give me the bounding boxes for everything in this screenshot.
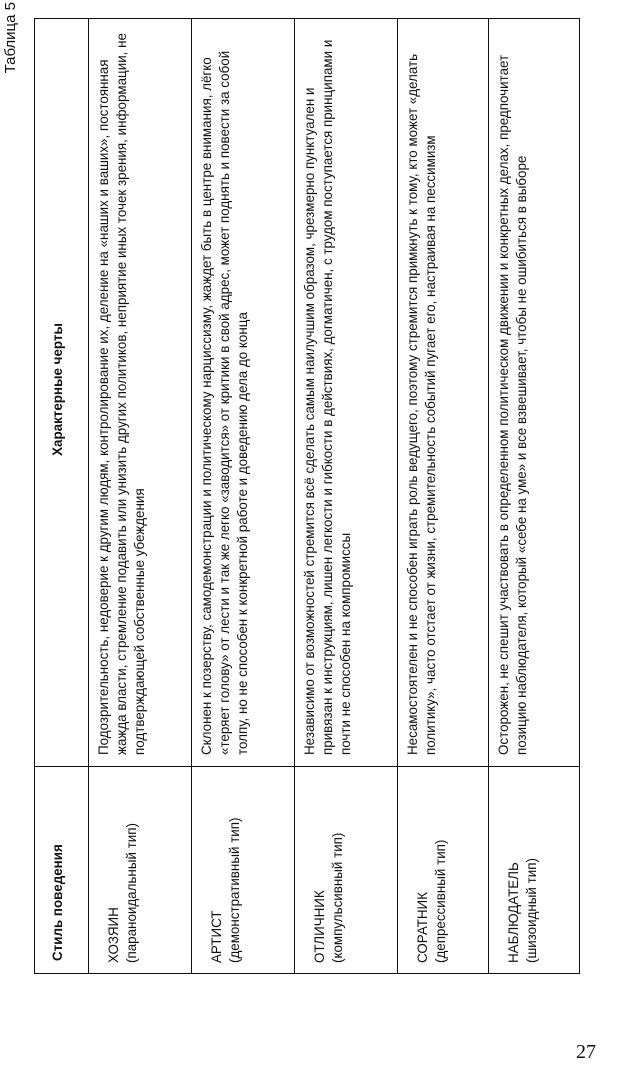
table-row <box>89 19 192 974</box>
style-name: ХОЗЯИН <box>106 907 121 963</box>
table-header-row <box>35 19 89 974</box>
table-row <box>295 19 398 974</box>
style-type: (демонстративный тип) <box>226 817 242 963</box>
style-type: (депрессивный тип) <box>432 839 448 963</box>
style-name: СОРАТНИК <box>415 892 431 963</box>
table-label: Таблица 5 <box>2 2 19 74</box>
style-cell <box>89 767 192 974</box>
traits-cell: Осторожен, не спешит участвовать в определенном политическом движении и конкретных делах, предпочитает позицию наблюдателя, который «себе на уме» и все взвешивает, чтобы не ошибиться в выборе <box>489 19 580 767</box>
style-name: НАБЛЮДАТЕЛЬ <box>506 862 522 963</box>
traits-cell: Склонен к позерству, самодемонстрации и политическому нарциссизму, жаждет быть в центре внимания, лёгко «теряет голову» от лести и так же легко «заводится» от критики в свой адрес, может поднять и повести за собой толпу, но не способен к конкретной работе и доведению дела до конца <box>192 19 295 767</box>
page-number: 27 <box>576 1041 596 1063</box>
behavior-styles-table <box>34 18 580 974</box>
header-style: Стиль поведения <box>35 767 89 974</box>
style-type: (компульсивный тип) <box>329 832 345 963</box>
style-name: ОТЛИЧНИК <box>312 890 328 963</box>
style-name: АРТИСТ <box>209 910 225 963</box>
traits-cell: Несамостоятелен и не способен играть роль ведущего, поэтому стремится примкнуть к тому, кто может «делать политику», часто отстает от жизни, стремительность событий пугает его, настраивая на пессимизм <box>398 19 489 767</box>
traits-cell: Подозрительность, недоверие к другим людям, контролирование их, деление на «наших и ваших», постоянная жажда власти, стремление подавить или унизить других политиков, неприятие иных точек зрения, информации, не подтверждающей собственные убеждения <box>89 19 192 767</box>
table-row <box>489 19 580 974</box>
style-cell <box>192 767 295 974</box>
style-cell <box>295 767 398 974</box>
table-row <box>192 19 295 974</box>
style-cell <box>489 767 580 974</box>
style-type: (параноидальный тип) <box>123 823 139 963</box>
traits-cell: Независимо от возможностей стремится всё сделать самым наилучшим образом, чрезмерно пунктуален и привязан к инструкциям, лишен легкости и гибкости в действиях, догматичен, с трудом поступается принципами и почти не способен на компромиссы <box>295 19 398 767</box>
style-cell <box>398 767 489 974</box>
header-traits: Характерные черты <box>35 19 89 767</box>
style-type: (шизоидный тип) <box>523 858 539 963</box>
table-row <box>398 19 489 974</box>
